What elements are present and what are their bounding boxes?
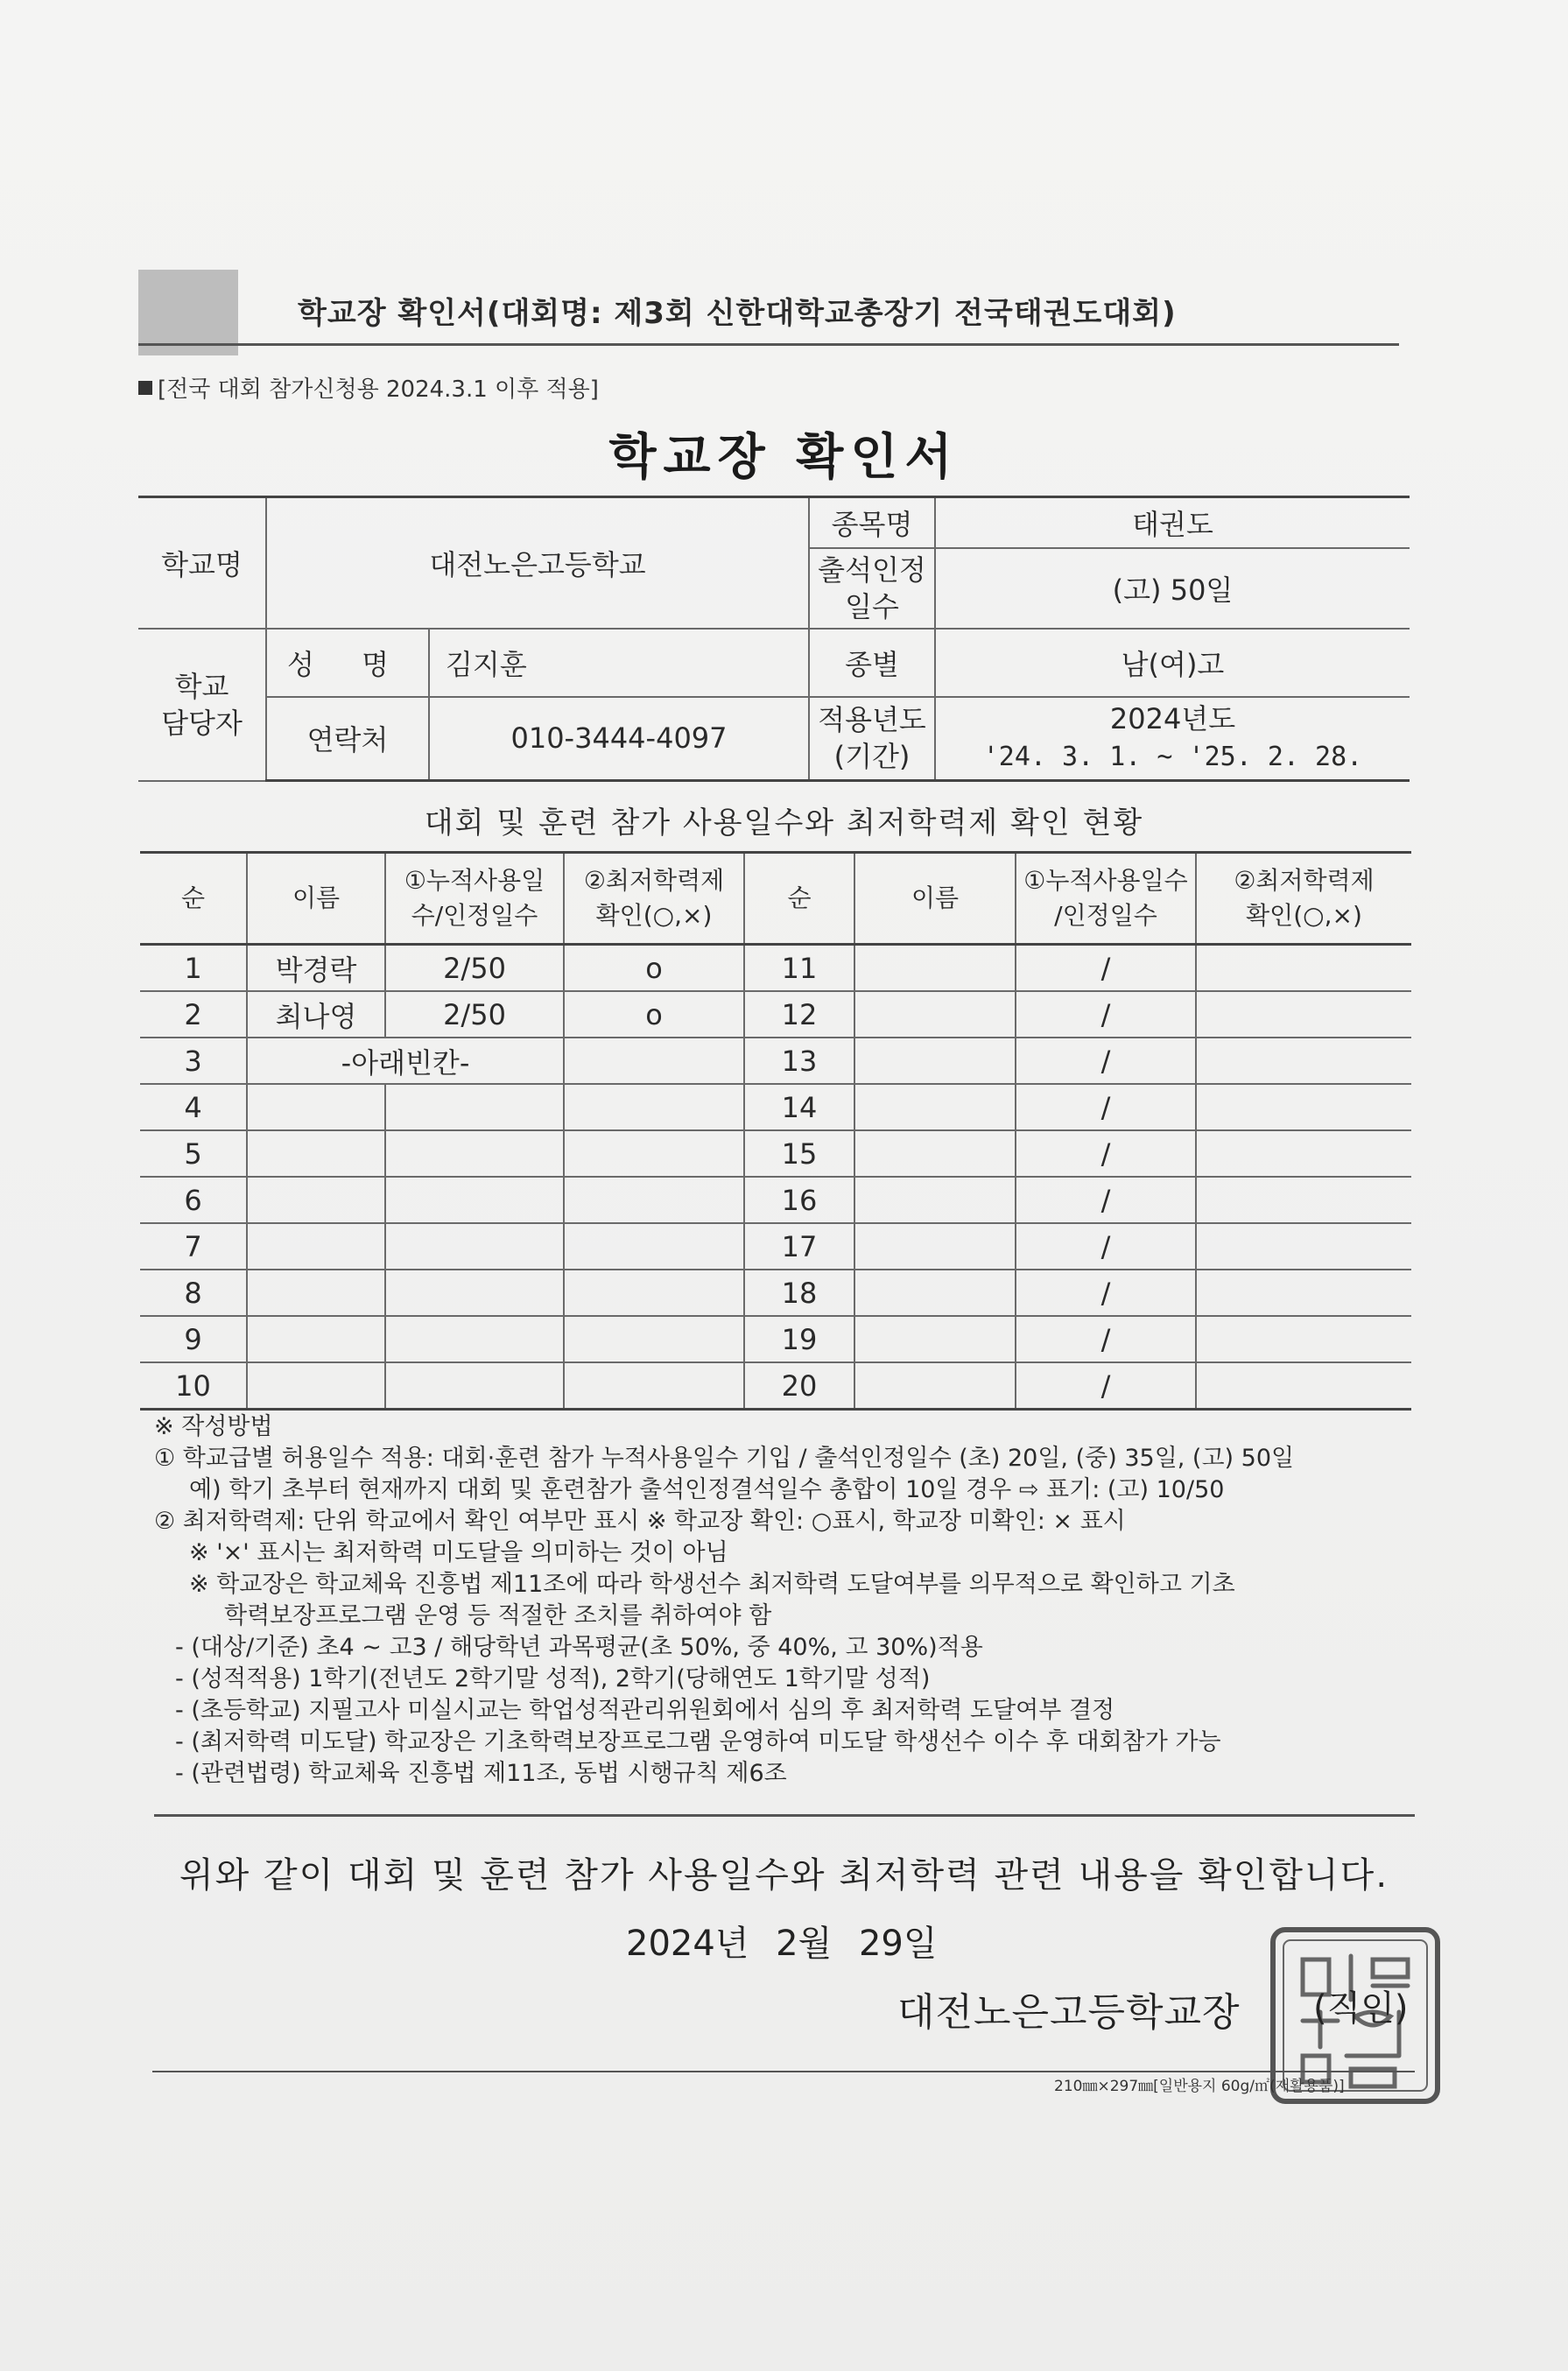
row-days — [385, 1362, 564, 1410]
gender-value: 남(여)고 — [935, 629, 1410, 697]
row-name-right — [854, 1316, 1016, 1362]
header-academic-right: ②최저학력제 확인(○,×) — [1196, 853, 1411, 945]
row-no-right: 12 — [744, 991, 854, 1038]
row-name-right — [854, 991, 1016, 1038]
row-days — [385, 1270, 564, 1316]
form-note-text: [전국 대회 참가신청용 2024.3.1 이후 적용] — [158, 376, 599, 403]
row-check — [564, 1084, 744, 1130]
row-days: 2/50 — [385, 991, 564, 1038]
row-name-right — [854, 1130, 1016, 1177]
instruction-line: - (대상/기준) 초4 ~ 고3 / 해당학년 과목평균(초 50%, 중 40%, 고 30%)적용 — [175, 1634, 983, 1661]
attendance-days-value: (고) 50일 — [935, 548, 1410, 629]
instruction-line: ※ 학교장은 학교체육 진흥법 제11조에 따라 학생선수 최저학력 도달여부를 의무적으로 확인하고 기초 — [189, 1571, 1235, 1598]
contact-value: 010-3444-4097 — [429, 697, 809, 781]
row-no: 7 — [140, 1223, 247, 1270]
row-name — [247, 1177, 385, 1223]
school-info-table — [138, 496, 1410, 782]
instruction-line: 학력보장프로그램 운영 등 적절한 조치를 취하여야 함 — [224, 1602, 772, 1629]
row-check-right — [1196, 1362, 1411, 1410]
header-name: 이름 — [247, 853, 385, 945]
row-days — [385, 1316, 564, 1362]
row-check — [564, 1177, 744, 1223]
row-name — [247, 1130, 385, 1177]
row-days-right: / — [1016, 1270, 1196, 1316]
instruction-line: - (성적적용) 1학기(전년도 2학기말 성적), 2학기(당해연도 1학기말 성적) — [175, 1665, 931, 1692]
header-title: 학교장 확인서(대회명: 제3회 신한대학교총장기 전국태권도대회) — [298, 296, 1177, 331]
row-name — [247, 1270, 385, 1316]
row-days-right: / — [1016, 1038, 1196, 1084]
row-no: 6 — [140, 1177, 247, 1223]
row-name-right — [854, 1038, 1016, 1084]
header-rule — [138, 343, 1399, 346]
row-check — [564, 1130, 744, 1177]
row-days-right: / — [1016, 1362, 1196, 1410]
seal-mark: (직인) — [1313, 1988, 1409, 2029]
form-note — [138, 371, 599, 404]
confirmation-statement: 위와 같이 대회 및 훈련 참가 사용일수와 최저학력 관련 내용을 확인합니다. — [179, 1855, 1389, 1896]
row-name: 최나영 — [247, 991, 385, 1038]
row-days-right: / — [1016, 1130, 1196, 1177]
row-days — [385, 1177, 564, 1223]
manager-label: 학교 담당자 — [138, 629, 266, 781]
table-row — [140, 1084, 1411, 1130]
table-row — [140, 1362, 1411, 1410]
issue-date: 2024년 2월 29일 — [626, 1924, 938, 1964]
row-check-right — [1196, 1084, 1411, 1130]
row-days-right: / — [1016, 991, 1196, 1038]
header-days-right: ①누적사용일수 /인정일수 — [1016, 853, 1196, 945]
row-check-right — [1196, 1270, 1411, 1316]
instruction-heading: ※ 작성방법 — [154, 1413, 273, 1440]
row-no-right: 13 — [744, 1038, 854, 1084]
row-check-right — [1196, 1038, 1411, 1084]
instruction-line: 예) 학기 초부터 현재까지 대회 및 훈련참가 출석인정결석일수 총합이 10일 경우 ⇨ 표기: (고) 10/50 — [189, 1476, 1225, 1503]
instruction-line: ① 학교급별 허용일수 적용: 대회·훈련 참가 누적사용일수 기입 / 출석인정일수 (초) 20일, (중) 35일, (고) 50일 — [154, 1445, 1295, 1472]
row-name — [247, 1362, 385, 1410]
row-check-right — [1196, 1130, 1411, 1177]
row-check-right — [1196, 991, 1411, 1038]
row-no-right: 11 — [744, 945, 854, 992]
row-days-right: / — [1016, 1223, 1196, 1270]
row-no: 2 — [140, 991, 247, 1038]
row-name — [247, 1223, 385, 1270]
instructions-rule — [154, 1814, 1415, 1817]
table-header-row — [140, 853, 1411, 945]
row-check-right — [1196, 1316, 1411, 1362]
row-name-right — [854, 1362, 1016, 1410]
header-name-right: 이름 — [854, 853, 1016, 945]
row-no: 8 — [140, 1270, 247, 1316]
paper-spec-note: 210㎜×297㎜[일반용지 60g/㎡(재활용품)] — [1054, 2078, 1345, 2095]
row-check — [564, 1362, 744, 1410]
footer-rule — [152, 2071, 1415, 2072]
row-no: 3 — [140, 1038, 247, 1084]
participation-table — [140, 851, 1411, 1411]
row-no-right: 19 — [744, 1316, 854, 1362]
instruction-line: - (최저학력 미도달) 학교장은 기초학력보장프로그램 운영하여 미도달 학생선수 이수 후 대회참가 가능 — [175, 1728, 1221, 1755]
row-no-right: 18 — [744, 1270, 854, 1316]
row-days-right: / — [1016, 1316, 1196, 1362]
year-cell — [935, 697, 1410, 781]
table-row — [140, 1223, 1411, 1270]
attendance-days-label: 출석인정 일수 — [809, 548, 935, 629]
row-days: 2/50 — [385, 945, 564, 992]
manager-name-label: 성 명 — [266, 629, 429, 697]
row-no: 4 — [140, 1084, 247, 1130]
row-no-right: 16 — [744, 1177, 854, 1223]
row-check-right — [1196, 1223, 1411, 1270]
header-no-right: 순 — [744, 853, 854, 945]
row-name-right — [854, 945, 1016, 992]
row-check: o — [564, 991, 744, 1038]
year-value: 2024년도 — [1109, 702, 1236, 736]
school-name-value: 대전노은고등학교 — [266, 497, 809, 629]
instruction-line: - (관련법령) 학교체육 진흥법 제11조, 동법 시행규칙 제6조 — [175, 1760, 787, 1787]
row-check — [564, 1270, 744, 1316]
principal-name: 대전노은고등학교장 — [897, 1990, 1241, 2035]
row-days — [385, 1130, 564, 1177]
row-days-right: / — [1016, 1177, 1196, 1223]
period-value: '24. 3. 1. ~ '25. 2. 28. — [982, 742, 1363, 773]
row-check-right — [1196, 1177, 1411, 1223]
table-row — [140, 1316, 1411, 1362]
row-name-right — [854, 1270, 1016, 1316]
table-row — [140, 1038, 1411, 1084]
sport-value: 태권도 — [935, 497, 1410, 548]
row-check — [564, 1038, 744, 1084]
row-check — [564, 1223, 744, 1270]
row-no: 5 — [140, 1130, 247, 1177]
instruction-line: ② 최저학력제: 단위 학교에서 확인 여부만 표시 ※ 학교장 확인: ○표시, 학교장 미확인: × 표시 — [154, 1508, 1126, 1535]
row-days — [385, 1223, 564, 1270]
table-row — [140, 991, 1411, 1038]
table-row — [140, 945, 1411, 992]
row-name-right — [854, 1177, 1016, 1223]
manager-name-value: 김지훈 — [429, 629, 809, 697]
year-label: 적용년도 (기간) — [809, 697, 935, 781]
row-blank-below-note: -아래빈칸- — [247, 1038, 564, 1084]
contact-label: 연락처 — [266, 697, 429, 781]
school-name-label: 학교명 — [138, 497, 266, 629]
row-name-right — [854, 1084, 1016, 1130]
row-check — [564, 1316, 744, 1362]
instruction-line: - (초등학교) 지필고사 미실시교는 학업성적관리위원회에서 심의 후 최저학력 도달여부 결정 — [175, 1697, 1115, 1724]
document-title: 학교장 확인서 — [608, 429, 960, 486]
header-days: ①누적사용일 수/인정일수 — [385, 853, 564, 945]
row-name-right — [854, 1223, 1016, 1270]
row-no-right: 20 — [744, 1362, 854, 1410]
sport-label: 종목명 — [809, 497, 935, 548]
row-name — [247, 1316, 385, 1362]
row-check: o — [564, 945, 744, 992]
table-row — [140, 1130, 1411, 1177]
row-name — [247, 1084, 385, 1130]
row-no: 1 — [140, 945, 247, 992]
gender-label: 종별 — [809, 629, 935, 697]
row-days-right: / — [1016, 945, 1196, 992]
header-no: 순 — [140, 853, 247, 945]
row-days — [385, 1084, 564, 1130]
row-no-right: 14 — [744, 1084, 854, 1130]
row-no: 10 — [140, 1362, 247, 1410]
row-check-right — [1196, 945, 1411, 992]
row-no-right: 15 — [744, 1130, 854, 1177]
instruction-line: ※ '×' 표시는 최저학력 미도달을 의미하는 것이 아님 — [189, 1539, 728, 1566]
table-caption: 대회 및 훈련 참가 사용일수와 최저학력제 확인 현황 — [424, 806, 1144, 841]
square-bullet-icon — [138, 381, 152, 395]
header-academic: ②최저학력제 확인(○,×) — [564, 853, 744, 945]
row-days-right: / — [1016, 1084, 1196, 1130]
table-row — [140, 1270, 1411, 1316]
row-no-right: 17 — [744, 1223, 854, 1270]
row-no: 9 — [140, 1316, 247, 1362]
writing-instructions — [154, 1411, 1415, 1790]
row-name: 박경락 — [247, 945, 385, 992]
table-row — [140, 1177, 1411, 1223]
